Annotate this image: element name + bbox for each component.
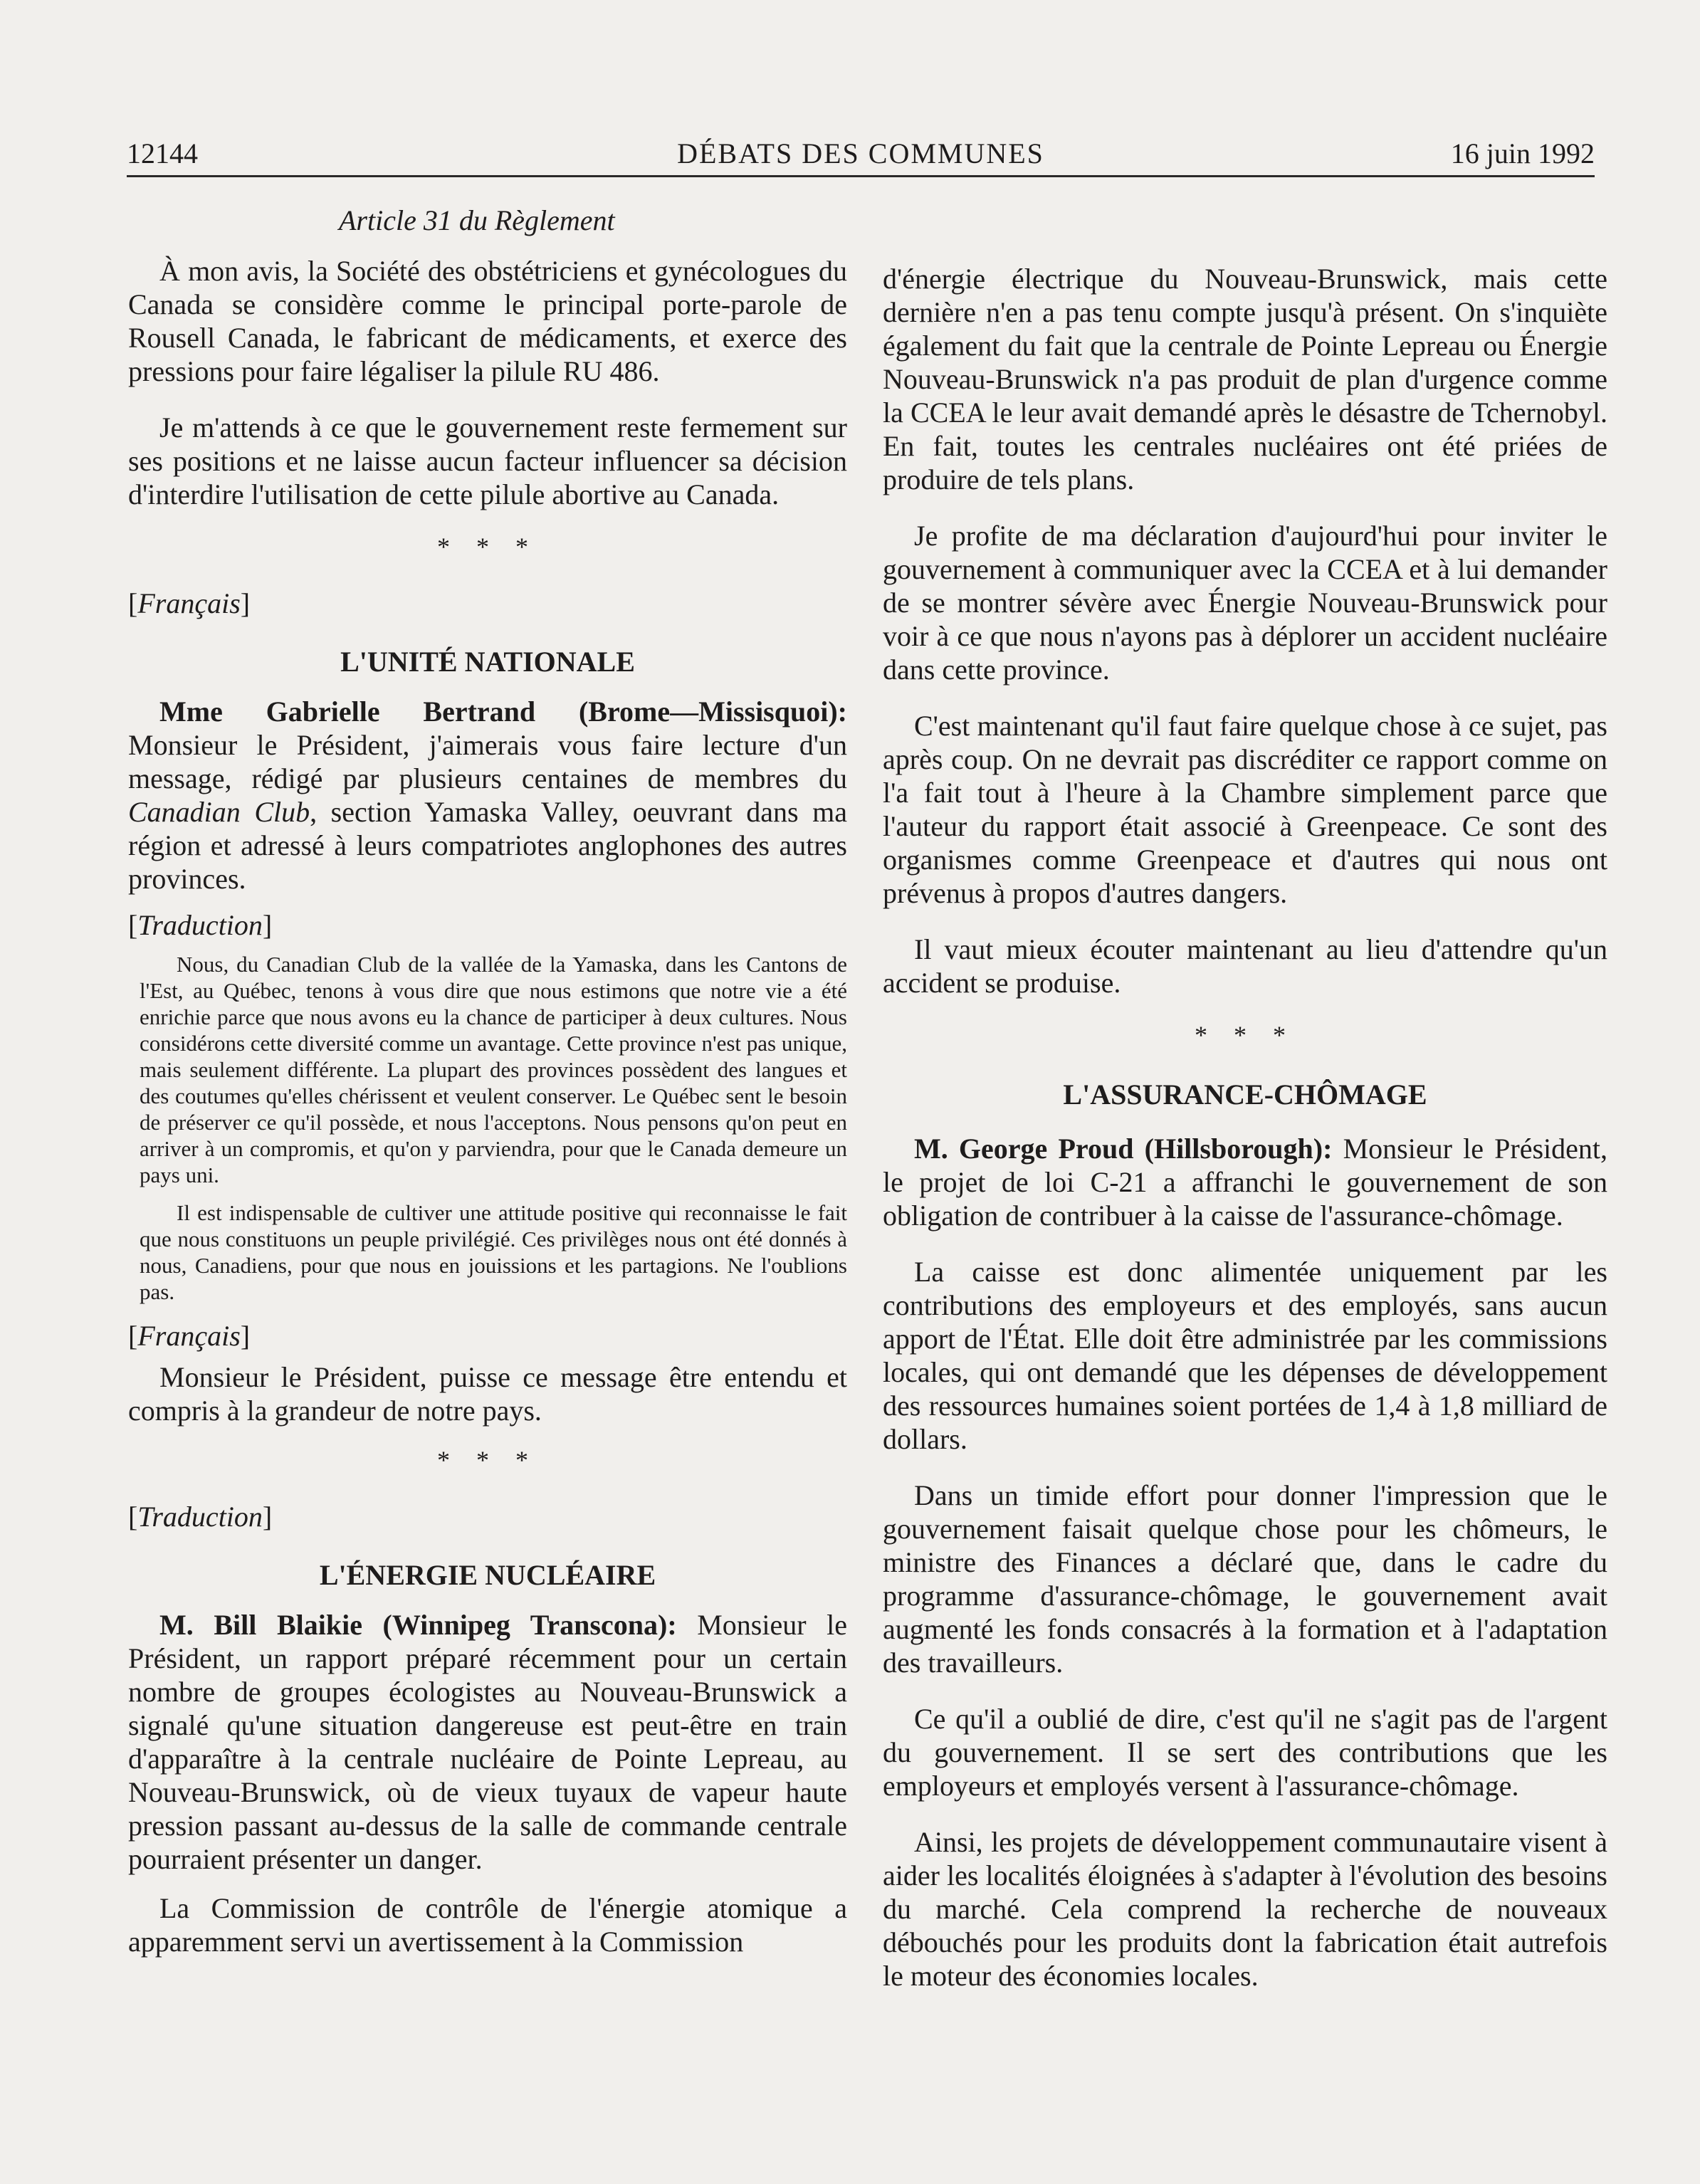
rubric-article: Article 31 du Règlement (339, 204, 615, 236)
section-separator: * * * (437, 532, 538, 561)
page-number: 12144 (127, 137, 198, 169)
paragraph: C'est maintenant qu'il faut faire quelque chose à ce sujet, pas après coup. On ne devrait pas discréditer ce rapport comme on l'a fait tout à l'heure à la Chambre simplement parce que l'auteur du rapport était associé à Greenpeace. Ce sont des organismes comme Greenpeace et d'autres qui nous ont prévenus à propos d'autres dangers. (883, 710, 1607, 909)
publication-title: DÉBATS DES COMMUNES (677, 137, 1044, 169)
header-rule (127, 175, 1595, 177)
paragraph: La Commission de contrôle de l'énergie atomique a apparemment servi un avertissement à la Commission (128, 1892, 847, 1958)
paragraph: Mme Gabrielle Bertrand (Brome—Missisquoi): Monsieur le Président, j'aimerais vous faire lecture d'un message, rédigé par plusieurs centaines de membres du Canadian Club, section Yamaska Valley, oeuvrant dans ma région et adressé à leurs compatriotes anglophones des autres provinces. (128, 695, 847, 895)
paragraph: La caisse est donc alimentée uniquement par les contributions des employeurs et des employés, sans aucun apport de l'État. Elle doit être administrée par les commissions locales, qui ont demandé que les dépenses de développement des ressources humaines soient portées de 1,4 à 1,8 milliard de dollars. (883, 1256, 1607, 1455)
paragraph: Je profite de ma déclaration d'aujourd'hui pour inviter le gouvernement à communiquer avec la CCEA et à lui demander de se montrer sévère avec Énergie Nouveau-Brunswick pour voir à ce que nous n'ayons pas à déplorer un accident nucléaire dans cette province. (883, 520, 1607, 686)
language-marker: [Traduction] (128, 909, 273, 941)
paragraph: Ce qu'il a oublié de dire, c'est qu'il ne s'agit pas de l'argent du gouvernement. Il se sert des contributions que les employeurs et employés versent à l'assurance-chômage. (883, 1703, 1607, 1802)
section-separator: * * * (437, 1446, 538, 1474)
paragraph: Il vaut mieux écouter maintenant au lieu d'attendre qu'un accident se produise. (883, 933, 1607, 999)
language-marker: [Français] (128, 587, 251, 619)
section-heading: L'ÉNERGIE NUCLÉAIRE (319, 1559, 656, 1591)
paragraph: M. George Proud (Hillsborough): Monsieur le Président, le projet de loi C-21 a affranchi le gouvernement de son obligation de contribuer à la caisse de l'assurance-chômage. (883, 1133, 1607, 1232)
quoted-message: Il est indispensable de cultiver une attitude positive qui reconnaisse le fait que nous constituons un peuple privilégié. Ces privilèges nous ont été donnés à nous, Canadiens, pour que nous en jouissions et les partagions. Ne l'oublions pas. (140, 1200, 847, 1304)
speaker-name: M. Bill Blaikie (Winnipeg Transcona): (159, 1609, 677, 1641)
paragraph: Ainsi, les projets de développement communautaire visent à aider les localités éloignées à s'adapter à l'évolution des besoins du marché. Cela comprend la recherche de nouveaux débouchés pour les produits dont la fabrication était autrefois le moteur des économies locales. (883, 1826, 1607, 1992)
section-separator: * * * (1195, 1021, 1296, 1049)
speaker-name: Mme Gabrielle Bertrand (Brome—Missisquoi): (159, 695, 847, 728)
right-column (883, 262, 1607, 2014)
running-header (127, 135, 1595, 172)
language-marker: [Traduction] (128, 1501, 273, 1533)
language-marker: [Français] (128, 1320, 251, 1352)
sitting-date: 16 juin 1992 (1450, 137, 1595, 169)
paragraph: Je m'attends à ce que le gouvernement reste fermement sur ses positions et ne laisse aucun facteur influencer sa décision d'interdire l'utilisation de cette pilule abortive au Canada. (128, 411, 847, 510)
speaker-name: M. George Proud (Hillsborough): (914, 1133, 1333, 1165)
section-heading: L'UNITÉ NATIONALE (340, 646, 635, 678)
paragraph: d'énergie électrique du Nouveau-Brunswick, mais cette dernière n'en a pas tenu compte jusqu'à présent. On s'inquiète également du fait que la centrale de Pointe Lepreau ou Énergie Nouveau-Brunswick n'a pas produit de plan d'urgence comme la CCEA le leur avait demandé après le désastre de Tchernobyl. En fait, toutes les centrales nucléaires ont été priées de produire de tels plans. (883, 263, 1607, 495)
left-column (128, 203, 847, 1958)
paragraph: Monsieur le Président, puisse ce message être entendu et compris à la grandeur de notre pays. (128, 1361, 847, 1427)
paragraph: M. Bill Blaikie (Winnipeg Transcona): Monsieur le Président, un rapport préparé récemment pour un certain nombre de groupes écologistes au Nouveau-Brunswick a signalé qu'une situation dangereuse est peut-être en train d'apparaître à la centrale nucléaire de Pointe Lepreau, au Nouveau-Brunswick, où de vieux tuyaux de vapeur haute pression passant au-dessus de la salle de commande centrale pourraient présenter un danger. (128, 1609, 847, 1875)
paragraph: Dans un timide effort pour donner l'impression que le gouvernement faisait quelque chose pour les chômeurs, le ministre des Finances a déclaré que, dans le cadre du programme d'assurance-chômage, le gouvernement avait augmenté les fonds consacrés à la formation et à l'adaptation des travailleurs. (883, 1479, 1607, 1679)
paragraph: À mon avis, la Société des obstétriciens et gynécologues du Canada se considère comme le principal porte-parole de Rousell Canada, le fabricant de médicaments, et exerce des pressions pour faire légaliser la pilule RU 486. (128, 255, 847, 387)
quoted-message: Nous, du Canadian Club de la vallée de la Yamaska, dans les Cantons de l'Est, au Québec, tenons à vous dire que nous estimons que notre vie a été enrichie parce que nous avons eu la chance de participer à deux cultures. Nous considérons cette diversité comme un avantage. Cette province n'est pas unique, mais seulement différente. La plupart des provinces possèdent des langues et des coutumes qu'elles chérissent et veulent conserver. Le Québec sent le besoin de préserver ce qu'il possède, et nous l'acceptons. Nous pensons qu'on peut en arriver à un compromis, et qu'on y parviendra, pour que le Canada demeure un pays uni. (140, 952, 847, 1187)
section-heading: L'ASSURANCE-CHÔMAGE (1063, 1078, 1427, 1111)
